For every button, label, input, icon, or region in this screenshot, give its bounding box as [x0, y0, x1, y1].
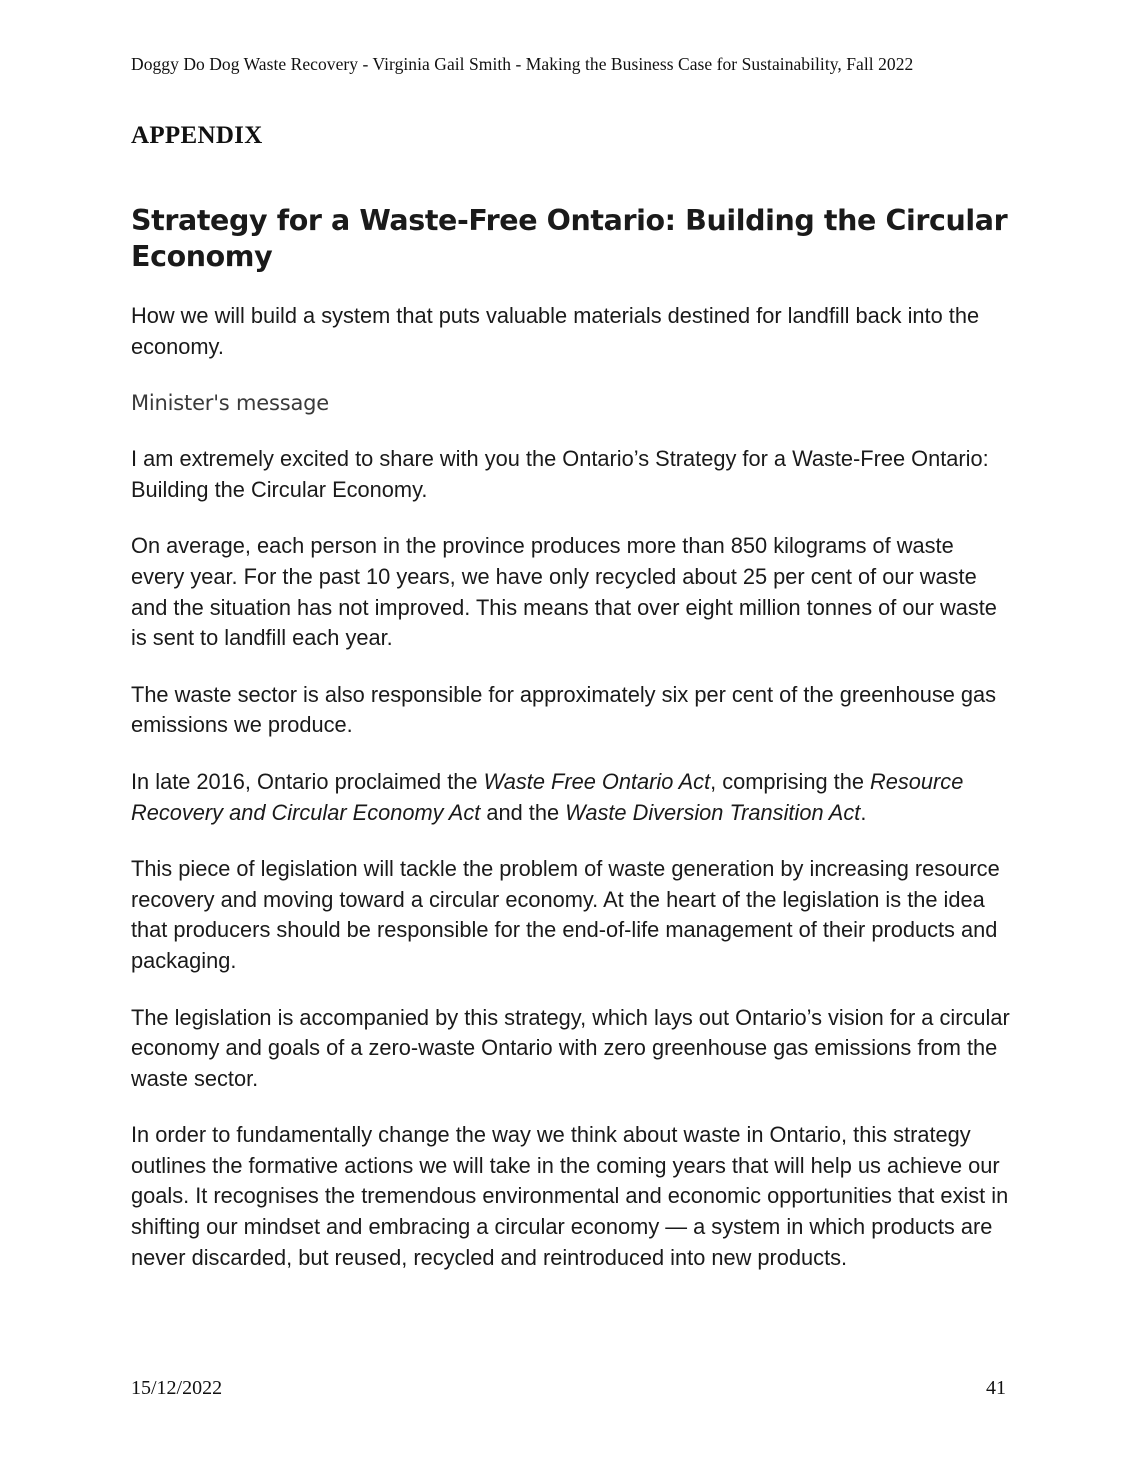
appendix-label: APPENDIX — [131, 122, 263, 149]
legislation-text-1: In late 2016, Ontario proclaimed the — [131, 768, 484, 794]
act-resource-recovery: Resource Recovery and Circular Economy Act — [131, 768, 964, 825]
article-body — [131, 301, 1011, 1299]
section-subheading: Minister's message — [131, 391, 329, 416]
act-waste-free-ontario: Waste Free Ontario Act — [483, 768, 711, 794]
legislation-text-4: . — [860, 799, 867, 825]
page-number: 41 — [986, 1377, 1006, 1399]
paragraph-circular-economy: In order to fundamentally change the way we think about waste in Ontario, this strategy outlines the formative actions we will take in the coming years that will help us achieve our goals. It recognises the tremendous environmental and economic opportunities that exist in shifting our mindset and embracing a circular economy — a system in which products are never discarded, but reused, recycled and reintroduced into new products. — [131, 1122, 1009, 1270]
legislation-text-3: and the — [480, 799, 566, 825]
legislation-text-2: , comprising the — [710, 768, 871, 794]
paragraph-producer-responsibility: This piece of legislation will tackle the problem of waste generation by increasing resource recovery and moving toward a circular economy. At the heart of the legislation is the idea that producers should be responsible for the end-of-life management of their products and packaging. — [131, 856, 1000, 973]
paragraph-legislation — [131, 767, 1011, 828]
article-title: Strategy for a Waste-Free Ontario: Building the Circular Economy — [131, 204, 1008, 273]
lead-paragraph: How we will build a system that puts valuable materials destined for landfill back into the economy. — [131, 303, 980, 359]
running-header: Doggy Do Dog Waste Recovery - Virginia Gail Smith - Making the Business Case for Sustainability, Fall 2022 — [131, 54, 914, 74]
paragraph-emissions: The waste sector is also responsible for approximately six per cent of the greenhouse gas emissions we produce. — [131, 681, 997, 738]
footer-date: 15/12/2022 — [131, 1377, 223, 1399]
paragraph-waste-stats: On average, each person in the province produces more than 850 kilograms of waste every year. For the past 10 years, we have only recycled about 25 per cent of our waste and the situation has not improved. This means that over eight million tonnes of our waste is sent to landfill each year. — [131, 533, 997, 651]
paragraph-intro: I am extremely excited to share with you the Ontario’s Strategy for a Waste-Free Ontario: Building the Circular Economy. — [131, 446, 989, 502]
act-waste-diversion: Waste Diversion Transition Act — [565, 799, 861, 825]
paragraph-strategy-vision: The legislation is accompanied by this strategy, which lays out Ontario’s vision for a circular economy and goals of a zero-waste Ontario with zero greenhouse gas emissions from the waste sector. — [131, 1004, 1010, 1091]
